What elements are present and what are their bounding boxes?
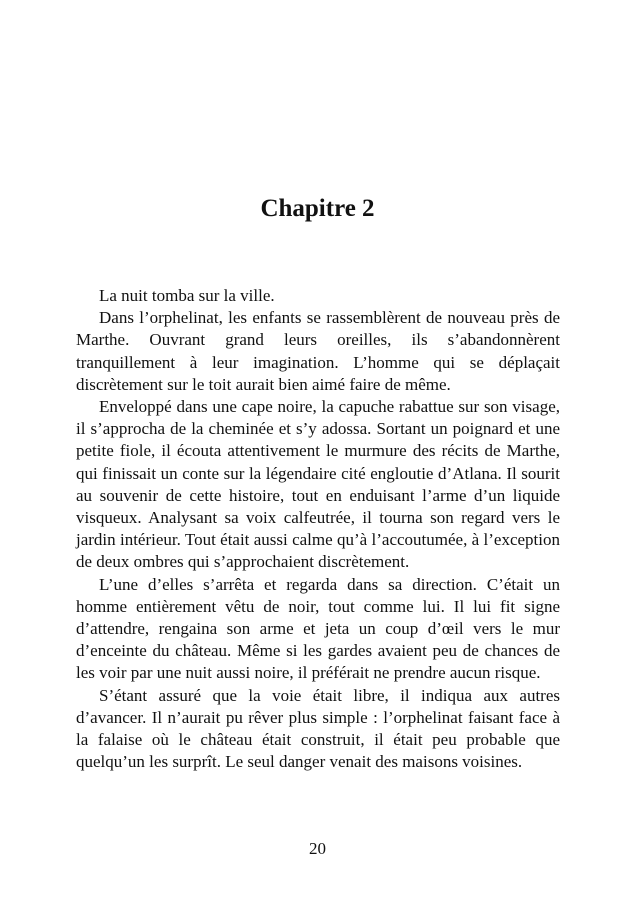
paragraph-2: Dans l’orphelinat, les enfants se rassemblèrent de nouveau près de Marthe. Ouvrant grand leurs oreilles, ils s’abandonnèrent tranquillement à leur imagination. L’homme qui se déplaçait discrètement sur le toit aurait bien aimé faire de même. [76, 308, 560, 394]
paragraph-1: La nuit tomba sur la ville. [99, 286, 275, 305]
page-number: 20 [309, 839, 326, 858]
paragraph-4: L’une d’elles s’arrêta et regarda dans sa direction. C’était un homme entièrement vêtu de noir, tout comme lui. Il lui fit signe d’attendre, rengaina son arme et jeta un coup d’œil vers le mur d’enceinte du château. Même si les gardes avaient peu de chances de les voir par une nuit aussi noire, il préférait ne prendre aucun risque. [76, 574, 560, 683]
paragraph-5: S’étant assuré que la voie était libre, il indiqua aux autres d’avancer. Il n’aurait pu rêver plus simple : l’orphelinat faisant face à la falaise où le château était construit, il était peu probable que quelqu’un les surprît. Le seul danger venait des maisons voisines. [76, 685, 560, 772]
chapter-body [76, 285, 560, 773]
chapter-title: Chapitre 2 [260, 195, 375, 222]
paragraph-3: Enveloppé dans une cape noire, la capuche rabattue sur son visage, il s’approcha de la cheminée et s’y adossa. Sortant un poignard et une petite fiole, il écouta attentivement le murmure des récits de Marthe, qui finissait un conte sur la légendaire cité engloutie d’Atlana. Il sourit au souvenir de cette histoire, tout en enduisant l’arme d’un liquide visqueux. Analysant sa voix calfeutrée, il tourna son regard vers le jardin intérieur. Tout était aussi calme qu’à l’accoutumée, à l’exception de deux ombres qui s’approchaient discrètement. [76, 397, 560, 572]
